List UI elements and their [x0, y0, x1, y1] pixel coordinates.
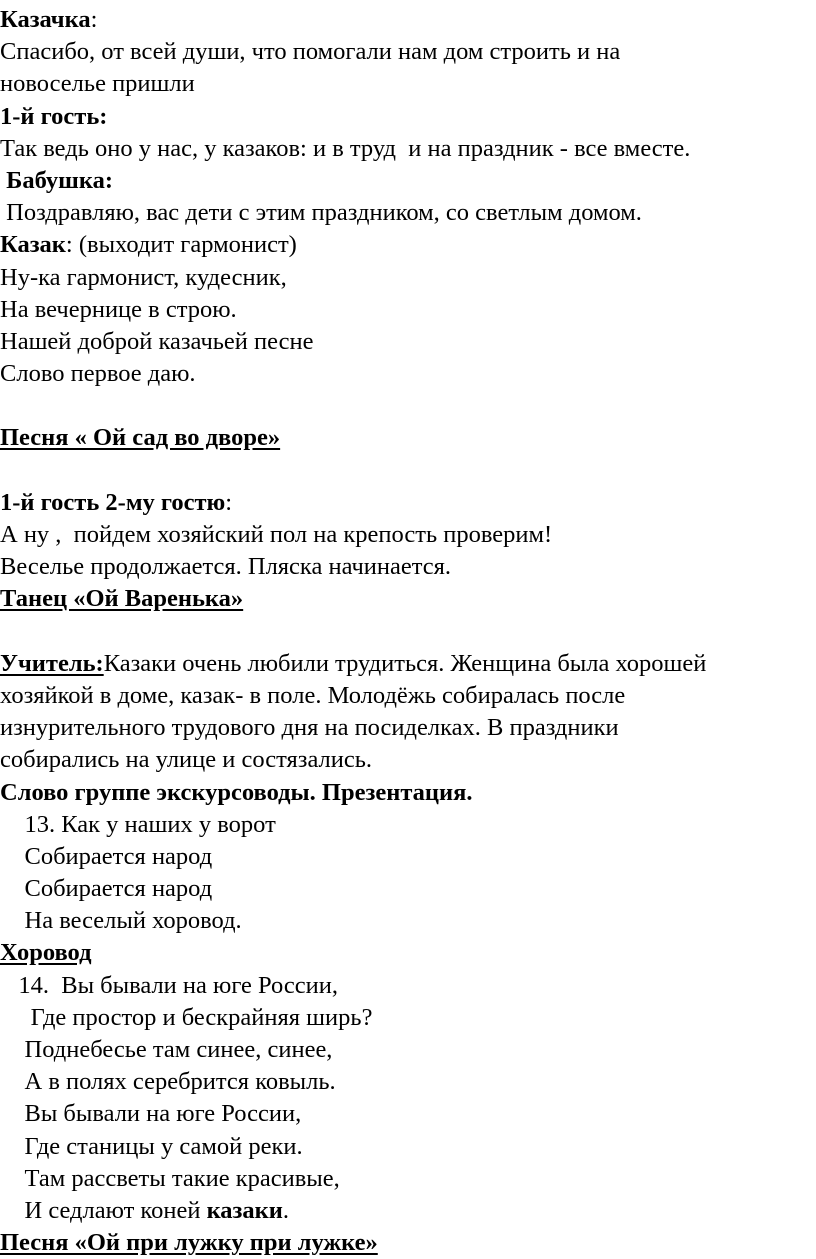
line-teacher — [0, 648, 816, 680]
verse-14-line-4: А в полях серебрится ковыль. — [0, 1068, 336, 1096]
line-text-4: Так ведь оно у нас, у казаков: и в труд и на праздник - все вместе. — [0, 134, 691, 162]
line-text-1: Спасибо, от всей души, что помогали нам дом строить и на — [0, 38, 621, 66]
line-kazak — [0, 229, 816, 261]
verse-14-line-8 — [0, 1195, 816, 1227]
verse-13-line-3: Собирается народ — [0, 875, 213, 903]
verse-13-line-1: 13. Как у наших у ворот — [0, 810, 276, 838]
line-text-15: Веселье продолжается. Пляска начинается. — [0, 553, 452, 581]
heading-song-luzhok: Песня «Ой при лужку при лужке» — [0, 1229, 378, 1257]
line-text: : (выходит гармонист) — [65, 231, 297, 259]
verse-14-line-2: Где простор и бескрайняя ширь? — [0, 1003, 373, 1031]
verse-14-line-1: 14. Вы бывали на юге России, — [0, 971, 339, 999]
line-text-8: Ну-ка гармонист, кудесник, — [0, 263, 287, 291]
line-text-6: Поздравляю, вас дети с этим праздником, со светлым домом. — [0, 199, 642, 227]
heading-song-garden: Песня « Ой сад во дворе» — [0, 424, 281, 452]
line-kazachka — [0, 4, 816, 36]
blank-line — [0, 455, 816, 487]
verse-13-line-4: На веселый хоровод. — [0, 907, 242, 935]
verse-14-line-7: Там рассветы такие красивые, — [0, 1164, 340, 1192]
line-text-14: А ну , пойдем хозяйский пол на крепость проверим! — [0, 521, 553, 548]
speaker-label: Казак — [0, 231, 66, 259]
speaker-guest-1: 1-й гость: — [0, 102, 108, 130]
line-text-11: Слово первое даю. — [0, 360, 196, 388]
verse-13-line-2: Собирается народ — [0, 842, 213, 870]
line-text-2: новоселье пришли — [0, 70, 195, 98]
speaker-label: 1-й гость 2-му гостю — [0, 488, 226, 516]
speaker-label: Казачка — [0, 6, 91, 33]
blank-line — [0, 616, 816, 648]
heading-presentation: Слово группе экскурсоводы. Презентация. — [0, 778, 473, 806]
line-text: : — [90, 6, 98, 33]
heading-khorovod: Хоровод — [0, 939, 92, 967]
line-text-10: Нашей доброй казачьей песне — [0, 327, 314, 355]
line-text-20: собирались на улице и состязались. — [0, 746, 373, 774]
line-text-9: На вечернице в строю. — [0, 295, 237, 323]
line-text-19: изнурительного трудового дня на посиделках. В праздники — [0, 714, 619, 742]
line-text: . — [282, 1196, 290, 1224]
verse-14-line-6: Где станицы у самой реки. — [0, 1132, 303, 1160]
line-text-18: хозяйкой в доме, казак- в поле. Молодёжь собиралась после — [0, 681, 626, 709]
line-text: : — [225, 488, 233, 516]
line-text: Казаки очень любили трудиться. Женщина была хорошей — [103, 649, 707, 677]
bold-word: казаки — [206, 1196, 283, 1224]
heading-dance-varenka: Танец «Ой Варенька» — [0, 585, 244, 613]
line-text: И седлают коней — [0, 1196, 207, 1224]
line-guest-to-guest — [0, 487, 816, 519]
verse-14-line-5: Вы бывали на юге России, — [0, 1100, 302, 1128]
verse-14-line-3: Поднебесье там синее, синее, — [0, 1036, 333, 1063]
speaker-grandma: Бабушка: — [0, 166, 113, 194]
blank-line — [0, 390, 816, 422]
speaker-label: Учитель: — [0, 649, 104, 677]
